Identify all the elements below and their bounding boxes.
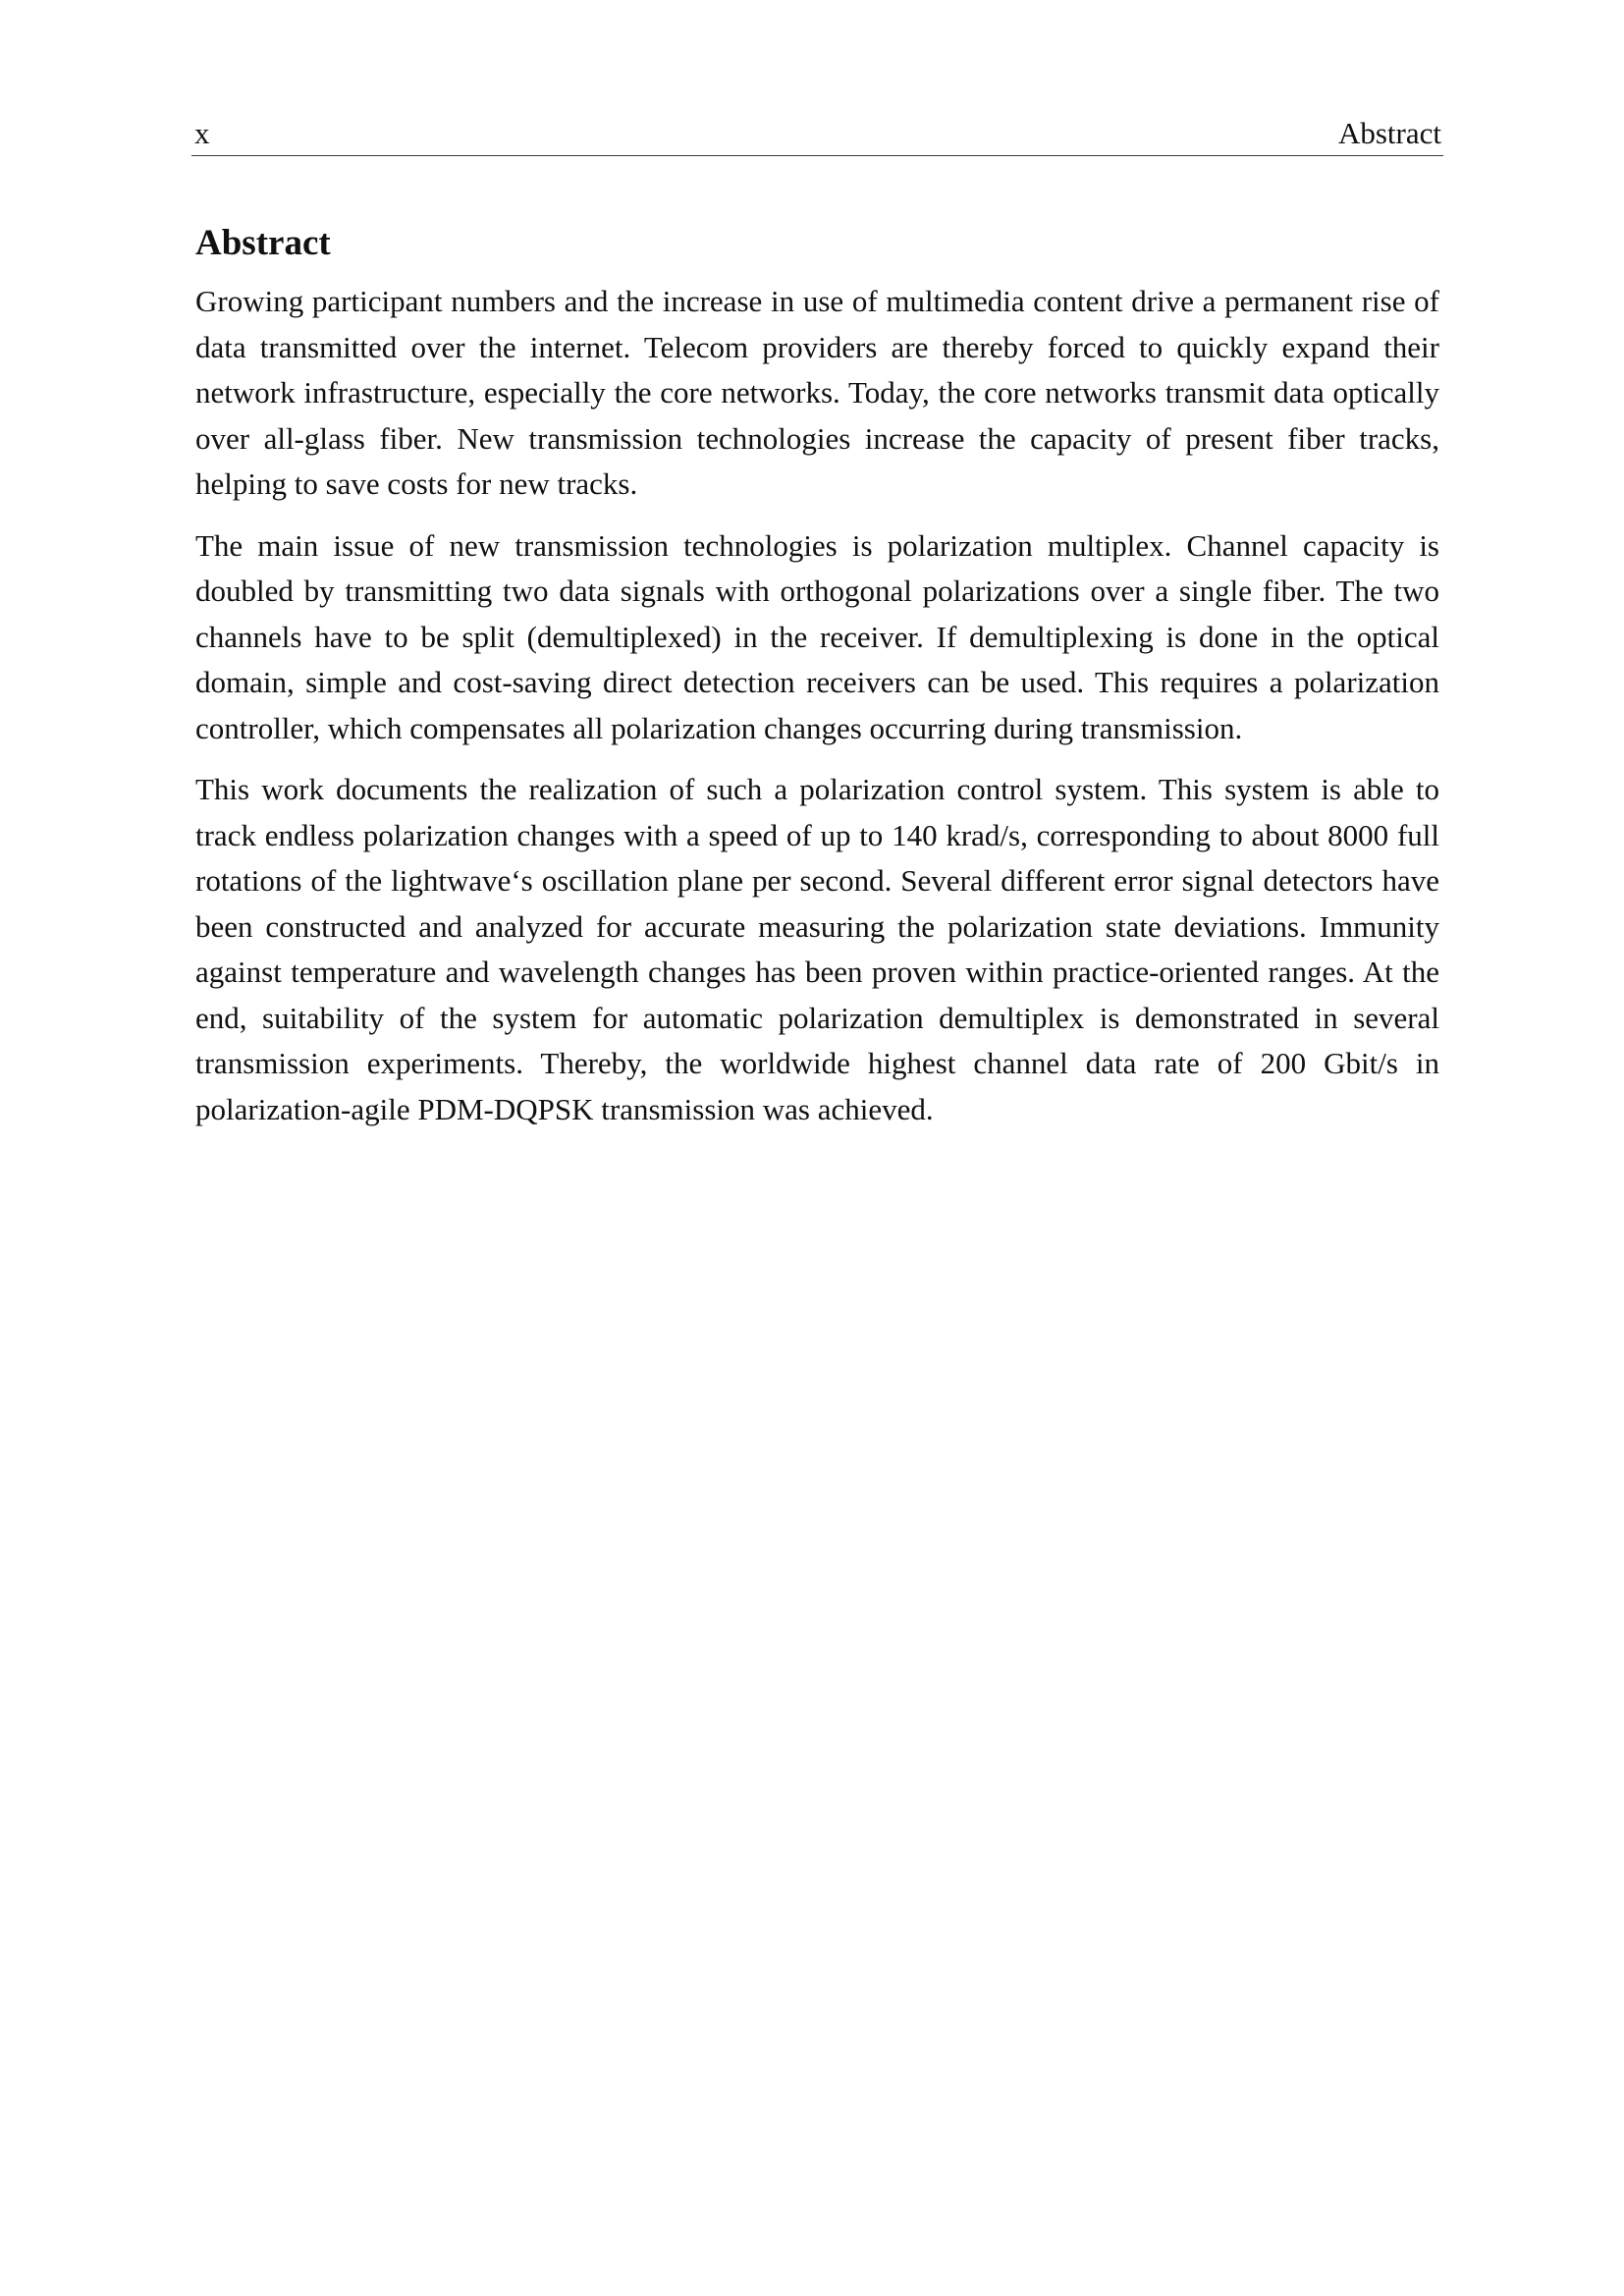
abstract-section [195, 222, 1439, 1148]
abstract-paragraph-3: This work documents the realization of such a polarization control system. This system is able to track endless polarization changes with a speed of up to 140 krad/s, corresponding to about 8000 full rotations of the lightwave‘s oscillation plane per second. Several different error signal detectors have been constructed and analyzed for accurate measuring the polarization state deviations. Immunity against temperature and wavelength changes has been proven within practice-oriented ranges. At the end, suitability of the system for automatic polarization demultiplex is demonstrated in several transmission experiments. Thereby, the worldwide highest channel data rate of 200 Gbit/s in polarization-agile PDM-DQPSK transmission was achieved. [195, 772, 1439, 1126]
section-heading: Abstract [195, 223, 331, 263]
abstract-paragraph-2: The main issue of new transmission technologies is polarization multiplex. Channel capacity is doubled by transmitting two data signals with orthogonal polarizations over a single fiber. The two channels have to be split (demultiplexed) in the receiver. If demultiplexing is done in the optical domain, simple and cost-saving direct detection receivers can be used. This requires a polarization controller, which compensates all polarization changes occurring during transmission. [195, 527, 1439, 745]
page-number: x [194, 116, 210, 150]
running-header [191, 114, 1443, 156]
abstract-paragraph-1: Growing participant numbers and the increase in use of multimedia content drive a permanent rise of data transmitted over the internet. Telecom providers are thereby forced to quickly expand their network infrastructure, especially the core networks. Today, the core networks transmit data optically over all-glass fiber. New transmission technologies increase the capacity of present fiber tracks, helping to save costs for new tracks. [195, 284, 1439, 501]
running-header-section-name: Abstract [1337, 116, 1441, 150]
